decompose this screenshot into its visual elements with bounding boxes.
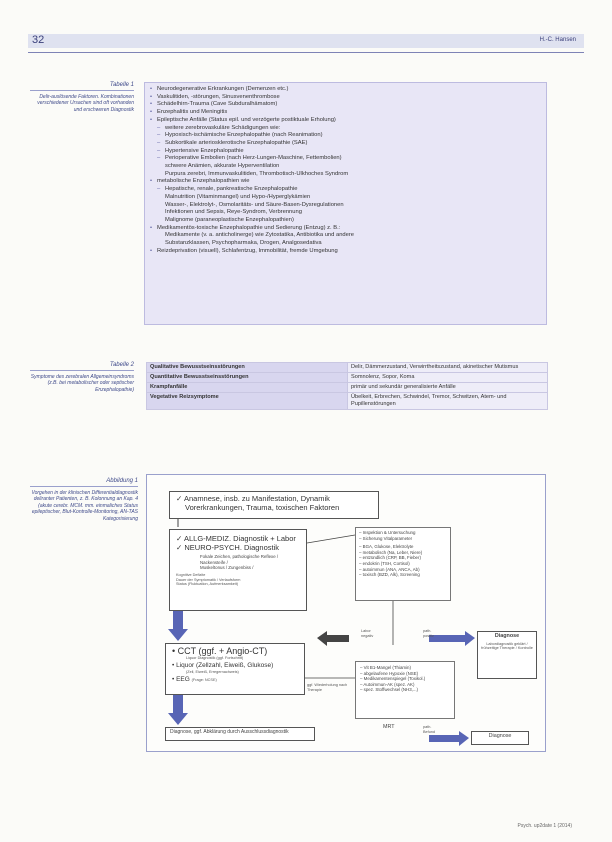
header-rule: [28, 52, 584, 53]
list-item: Malnutrition (Vitaminmangel) und Hypo-/Hyperglykämien: [165, 193, 311, 200]
blue-arrow-shaft: [429, 735, 459, 742]
list-item: • Epileptische Anfälle (Status epil. und verzögerte postiktuale Erholung): [145, 117, 546, 125]
list-item: – Perioperative Embolien (nach Herz-Lungen-Maschine, Fettembolien): [145, 155, 546, 163]
check-icon: ✓: [176, 534, 183, 543]
table-row: [147, 373, 548, 383]
blue-arrow-head: [459, 731, 469, 746]
abbildung1-sidebar: [30, 478, 138, 523]
label-positiv-2: positiv: [423, 633, 434, 638]
list-item: – Medikamentenspiegel (Toxikol.): [360, 676, 426, 682]
label-negativ-2: negativ: [361, 633, 374, 638]
list-item-text: BGA, Glukose, Elektrolyte: [362, 544, 414, 550]
list-item-text: Vit B1-Mangel (Thiamin): [363, 665, 411, 670]
diagnose-right-1-sub: Labordiagnostik geklärt / frühzeitige Therapie / Kontrolle: [481, 641, 533, 651]
list-item: – Subkortikale arteriosklerotische Enzephalopathie (SAE): [145, 140, 546, 148]
diagnose-box-right-2: [471, 731, 529, 745]
list-item: – spez. Stoffwechsel (NH3,...): [360, 687, 419, 693]
bildgebung-text-1: CCT (ggf. + Angio-CT): [177, 646, 268, 656]
diagnostik-sub-3: Muskeltonus / Zungenbiss /: [200, 565, 254, 571]
list-item: Infektionen und Sepsis, Reye-Syndrom, Verbrennung: [165, 209, 302, 216]
list-item: Purpura zerebri, Immunvaskulitiden, Thrombotisch-Ulkhoches Syndrom: [165, 170, 349, 177]
list-item: • Vaskulitiden, -störungen, Sinusvenenthrombose: [145, 94, 546, 102]
bildgebung-line-2: [172, 661, 298, 670]
list-item: • metabolische Enzephalopathien wie: [145, 178, 546, 186]
blue-arrow-head: [168, 629, 188, 641]
diagnostik-note-3: Status (Fluktuation, Aufmerksamkeit): [176, 582, 239, 587]
list-item: • Medikamentös-toxische Enzephalopathie und Sedierung (Entzug) z. B.:: [145, 225, 546, 233]
blue-arrow-shaft: [173, 695, 183, 715]
list-item-text: Medikamentenspiegel (Toxikol.): [363, 676, 426, 682]
bildgebung-box: [165, 643, 305, 695]
bildgebung-note-2: (Zell, Eiweiß, Erregernachweis): [186, 669, 239, 674]
list-item: • Enzephalitis und Meningitis: [145, 109, 546, 117]
untersuchung-list: [355, 527, 451, 601]
list-item: schwere Anämien, akkurate Hyperventilation: [165, 163, 280, 170]
abbildung1-caption: Vorgehen in der klinischen Differentialdiagnostik deliranter Patienten, z. B. Kolonnung an Kap. 4 (akute cerebr. MCM. mm. einmaliches Status epileptischer, Blut-Kontrolle-Monitoring, AN-TAS Kategorisierung: [31, 489, 138, 522]
list-item: – Vit B1-Mangel (Thiamin): [360, 665, 411, 670]
list-item: – Hepatische, renale, pankreatische Enzephalopathie: [145, 186, 546, 194]
bildgebung-line-3: [172, 675, 298, 684]
tabelle1-caption: Delir-auslösende Faktoren. Kombinationen verschiedener Ursachen sind oft vorhanden und erschweren Diagnostik: [37, 93, 134, 113]
diagnostik-box: [169, 529, 307, 611]
list-item-text: spez. Stoffwechsel (NH3,...): [363, 687, 419, 693]
diagnostik-sub-1: Fokale Zeichen, pathologische Reflexe /: [200, 554, 279, 559]
tabelle1-title: Tabelle 1: [30, 82, 134, 91]
abbildung1-title: Abbildung 1: [30, 478, 138, 487]
list-item: – entzündlich (CRP, BB, Fieber): [359, 555, 421, 561]
bullet-icon: •: [172, 675, 175, 683]
diagnose-box-right-1: [477, 631, 537, 679]
list-item: – abgelaufene Hypoxie (NSE): [360, 670, 419, 676]
dark-arrow-shaft: [327, 635, 349, 642]
check-icon: ✓: [176, 543, 183, 552]
table-row: [147, 393, 548, 410]
diagnostik-text-2: NEURO-PSYCH. Diagnostik: [184, 543, 279, 552]
bildgebung-text-3: EEG: [176, 675, 190, 683]
anamnese-text-1: Anamnese, insb. zu Manifestation, Dynamik: [183, 494, 330, 503]
label-negativ-1: Labor: [361, 629, 371, 633]
list-item: – metabolisch (Na, Leber, Niere): [359, 549, 423, 555]
tabelle2-title: Tabelle 2: [30, 362, 134, 371]
list-item-text: Sicherung Vitalparameter: [362, 535, 413, 541]
table-cell-value: primär und sekundär generalisierte Anfälle: [348, 383, 548, 393]
list-item: Substanzklassen, Psychopharmaka, Drogen, Analgosedativa: [165, 240, 322, 247]
table-row: [147, 383, 548, 393]
blue-arrow-shaft: [429, 635, 465, 642]
diagnostik-text-1: ALLG-MEDIZ. Diagnostik + Labor: [183, 534, 296, 543]
table-cell-value: Somnolenz, Sopor, Koma: [348, 373, 548, 383]
diagnose-right-1-title: Diagnose: [494, 633, 520, 639]
flowchart: [146, 474, 546, 752]
list-item: – endokrin (TSH, Cortisol): [359, 560, 410, 566]
blue-arrow-head: [168, 713, 188, 725]
label-mri: [423, 725, 435, 735]
bullet-icon: •: [172, 646, 176, 656]
anamnese-box: [169, 491, 379, 519]
list-item: – Sicherung Vitalparameter: [359, 535, 413, 541]
bildgebung-text-2: Liquor (Zellzahl, Eiweiß, Glukose): [176, 661, 274, 669]
spezial-list: [355, 661, 455, 719]
list-item: – Hypertensive Enzephalopathie: [145, 148, 546, 156]
list-item-text: metabolisch (Na, Leber, Niere): [362, 549, 423, 555]
list-item: • Schädelhirn-Trauma (Cave Subduralhämatom): [145, 101, 546, 109]
label-positiv: [423, 629, 434, 639]
label-mri-1: path.: [423, 725, 432, 729]
check-icon: ✓: [176, 494, 183, 503]
list-item: – autoimmun (ANA, ANCA, Ab): [359, 566, 420, 572]
list-item: • Neurodegenerative Erkrankungen (Demenzen etc.): [145, 86, 546, 94]
diagnose-box-bottom: [165, 727, 315, 741]
list-item: – Autoimmun-AK (spez. AK): [360, 681, 415, 687]
page-author: H.-C. Hansen: [539, 37, 576, 43]
bildgebung-line-1: [172, 647, 298, 656]
list-item: – weitere zerebrovaskuläre Schädigungen wie:: [145, 125, 546, 133]
list-item: – toxisch (BZD, Alk), Screening: [359, 572, 420, 578]
bullet-icon: •: [172, 661, 175, 669]
dark-arrow-head: [317, 631, 327, 646]
list-item: Medikamente (v. a. anticholinerge) wie Zytostatika, Antibiotika und andere: [165, 232, 355, 239]
list-item: Wasser-, Elektrolyt-, Osmolaritäts- und Säure-Basen-Dysregulationen: [165, 201, 344, 208]
diagnostik-sub-2: Nackensteife /: [200, 559, 228, 565]
label-positiv-1: path.: [423, 629, 432, 633]
bildgebung-note-3: (Frage: NCSE): [191, 677, 217, 682]
diagnose-bottom-text: Diagnose, ggf. Abklärung durch Ausschlussdiagnostik: [170, 729, 289, 735]
diagnostik-line-1: [176, 534, 300, 543]
list-item: – Inspektion & Untersuchung: [359, 530, 416, 535]
list-item-text: autoimmun (ANA, ANCA, Ab): [362, 566, 420, 572]
tabelle2-caption: Symptome des zerebralen Allgemeinsyndroms (z.B. bei metabolischer oder septischer Enzephalopathie): [30, 373, 134, 393]
list-item-text: entzündlich (CRP, BB, Fieber): [362, 555, 421, 561]
anamnese-line-2: Vorerkrankungen, Trauma, toxischen Faktoren: [185, 503, 340, 512]
table-cell-value: Delir, Dämmerzustand, Verwirrtheitszustand, akinetischer Mutismus: [348, 363, 548, 373]
list-item-text: toxisch (BZD, Alk), Screening: [362, 572, 420, 578]
table-cell-key: Quantitative Bewusstseinsstörungen: [147, 373, 348, 383]
bildgebung-note-1: Liquor Diagnostik (ggf. Fortschritt): [186, 656, 244, 660]
label-mri-2: Befund: [423, 729, 436, 734]
blue-arrow-shaft: [173, 611, 183, 629]
table-cell-key: Qualitative Bewusstseinsstörungen: [147, 363, 348, 373]
table-cell-key: Vegetative Reizsymptome: [147, 393, 348, 410]
diagnostik-note-1: Kognitive Defizite: [176, 572, 206, 577]
table-cell-key: Krampfanfälle: [147, 383, 348, 393]
arrow-line: [307, 535, 355, 543]
tabelle1-box: [144, 82, 547, 325]
bildgebung-side-note: ggf. Wiederholung nach Therapie: [307, 683, 348, 692]
header-band: [28, 34, 584, 48]
page-number: 32: [32, 34, 45, 46]
list-item: – BGA, Glukose, Elektrolyte: [359, 544, 414, 550]
tabelle1-sidebar: [30, 82, 134, 113]
diagnostik-note-2: Dauer der Symptomatik / Verlaufsform: [176, 577, 241, 582]
list-item-text: endokrin (TSH, Cortisol): [362, 560, 410, 566]
diagnose-right-2-title: Diagnose: [488, 733, 512, 739]
list-item: Malignome (paraneoplastische Enzephalopathien): [165, 216, 294, 223]
page-footer: Psych. up2date 1 (2014): [517, 823, 572, 829]
list-item-text: abgelaufene Hypoxie (NSE): [363, 670, 419, 676]
list-item: • Reizdeprivation (visuell), Schlafentzug, Immobilität, fremde Umgebung: [145, 248, 546, 256]
mri-label: MRT: [383, 724, 395, 730]
anamnese-line-1: [176, 494, 372, 503]
list-item-text: Inspektion & Untersuchung: [362, 530, 416, 535]
list-item-text: Autoimmun-AK (spez. AK): [363, 681, 415, 687]
blue-arrow-head: [465, 631, 475, 646]
tabelle2-sidebar: [30, 362, 134, 393]
tabelle2-table: [146, 362, 548, 410]
table-row: [147, 363, 548, 373]
tabelle1-list: [145, 86, 546, 255]
table-cell-value: Übelkeit, Erbrechen, Schwindel, Tremor, Schwitzen, Atem- und Pupillenstörungen: [348, 393, 548, 410]
diagnostik-line-2: [176, 543, 300, 552]
list-item: – Hypoxisch-ischämische Enzephalopathie (nach Reanimation): [145, 132, 546, 140]
label-negativ: [361, 629, 373, 639]
